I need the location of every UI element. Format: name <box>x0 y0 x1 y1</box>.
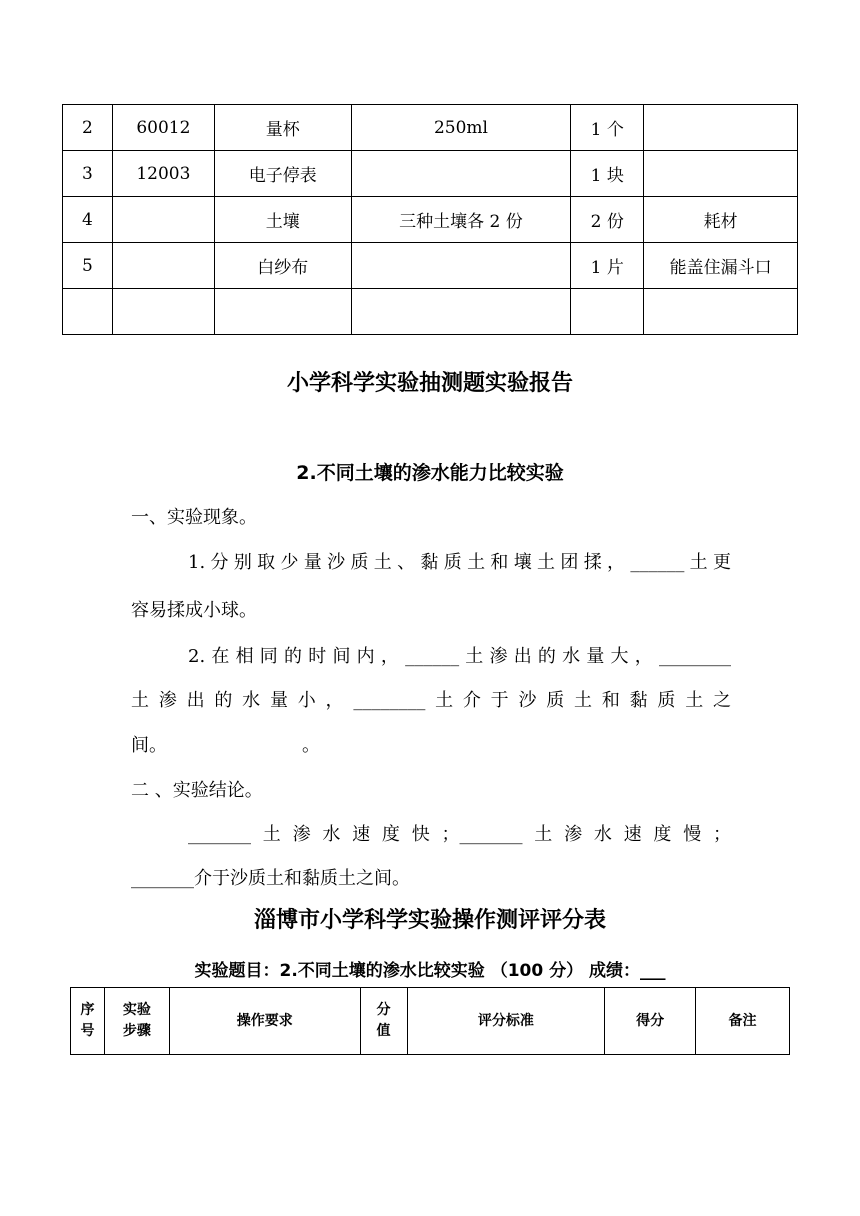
table-cell: 耗材 <box>644 197 798 243</box>
table-cell: 2 <box>63 105 113 151</box>
table-cell: 4 <box>63 197 113 243</box>
header-note: 备注 <box>696 988 790 1055</box>
table-cell <box>351 151 571 197</box>
table-cell: 电子停表 <box>214 151 351 197</box>
table-cell <box>644 151 798 197</box>
header-seq: 序 号 <box>71 988 105 1055</box>
experiment-title: 2.不同土壤的渗水能力比较实验 <box>296 462 564 484</box>
table-cell <box>571 289 644 335</box>
table-cell <box>351 289 571 335</box>
table-cell <box>214 289 351 335</box>
table-row <box>63 289 798 335</box>
table-cell: 量杯 <box>214 105 351 151</box>
score-table-header-row <box>71 988 790 1055</box>
table-cell <box>112 289 214 335</box>
item1-line1: 1.分别取少量沙质土、黏质土和壤土团揉，______土更 <box>188 552 731 573</box>
table-cell <box>63 289 113 335</box>
item2-line3: 间。 。 <box>131 735 320 756</box>
header-step: 实验 步骤 <box>104 988 169 1055</box>
conclusion-line2: _______介于沙质土和黏质土之间。 <box>131 868 410 889</box>
score-sheet-title: 淄博市小学科学实验操作测评评分表 <box>253 908 606 933</box>
header-criteria: 评分标准 <box>407 988 605 1055</box>
table-cell: 5 <box>63 243 113 289</box>
table-cell: 1 块 <box>571 151 644 197</box>
table-cell: 白纱布 <box>214 243 351 289</box>
table-cell: 3 <box>63 151 113 197</box>
item2-line2: 土渗出的水量小，________土介于沙质土和黏质土之 <box>131 690 731 711</box>
experiment-topic-line: 实验题目：2.不同土壤的渗水比较实验 （100 分） 成绩：___ <box>194 961 666 981</box>
table-cell: 1 个 <box>571 105 644 151</box>
table-cell <box>112 243 214 289</box>
table-cell <box>644 289 798 335</box>
section-heading-conclusion: 二 、实验结论。 <box>131 780 263 801</box>
conclusion-line1: _______土渗水速度快；_______土渗水速度慢； <box>188 824 731 845</box>
table-cell: 1 片 <box>571 243 644 289</box>
table-cell: 三种土壤各 2 份 <box>351 197 571 243</box>
table-row <box>63 243 798 289</box>
table-cell: 2 份 <box>571 197 644 243</box>
header-requirement: 操作要求 <box>169 988 360 1055</box>
score-table <box>70 987 790 1055</box>
table-cell <box>351 243 571 289</box>
table-row <box>63 197 798 243</box>
table-cell: 12003 <box>112 151 214 197</box>
report-title: 小学科学实验抽测题实验报告 <box>286 371 573 396</box>
table-row <box>63 151 798 197</box>
table-cell <box>644 105 798 151</box>
header-score: 得分 <box>605 988 696 1055</box>
table-cell: 能盖住漏斗口 <box>644 243 798 289</box>
header-points: 分 值 <box>360 988 407 1055</box>
item1-line2: 容易揉成小球。 <box>131 600 257 621</box>
table-cell: 250ml <box>351 105 571 151</box>
table-cell <box>112 197 214 243</box>
table-cell: 60012 <box>112 105 214 151</box>
section-heading-phenomena: 一、实验现象。 <box>131 507 257 528</box>
item2-line1: 2.在相同的时间内，______土渗出的水量大，________ <box>188 646 731 667</box>
table-row <box>63 105 798 151</box>
equipment-table <box>62 104 798 335</box>
table-cell: 土壤 <box>214 197 351 243</box>
